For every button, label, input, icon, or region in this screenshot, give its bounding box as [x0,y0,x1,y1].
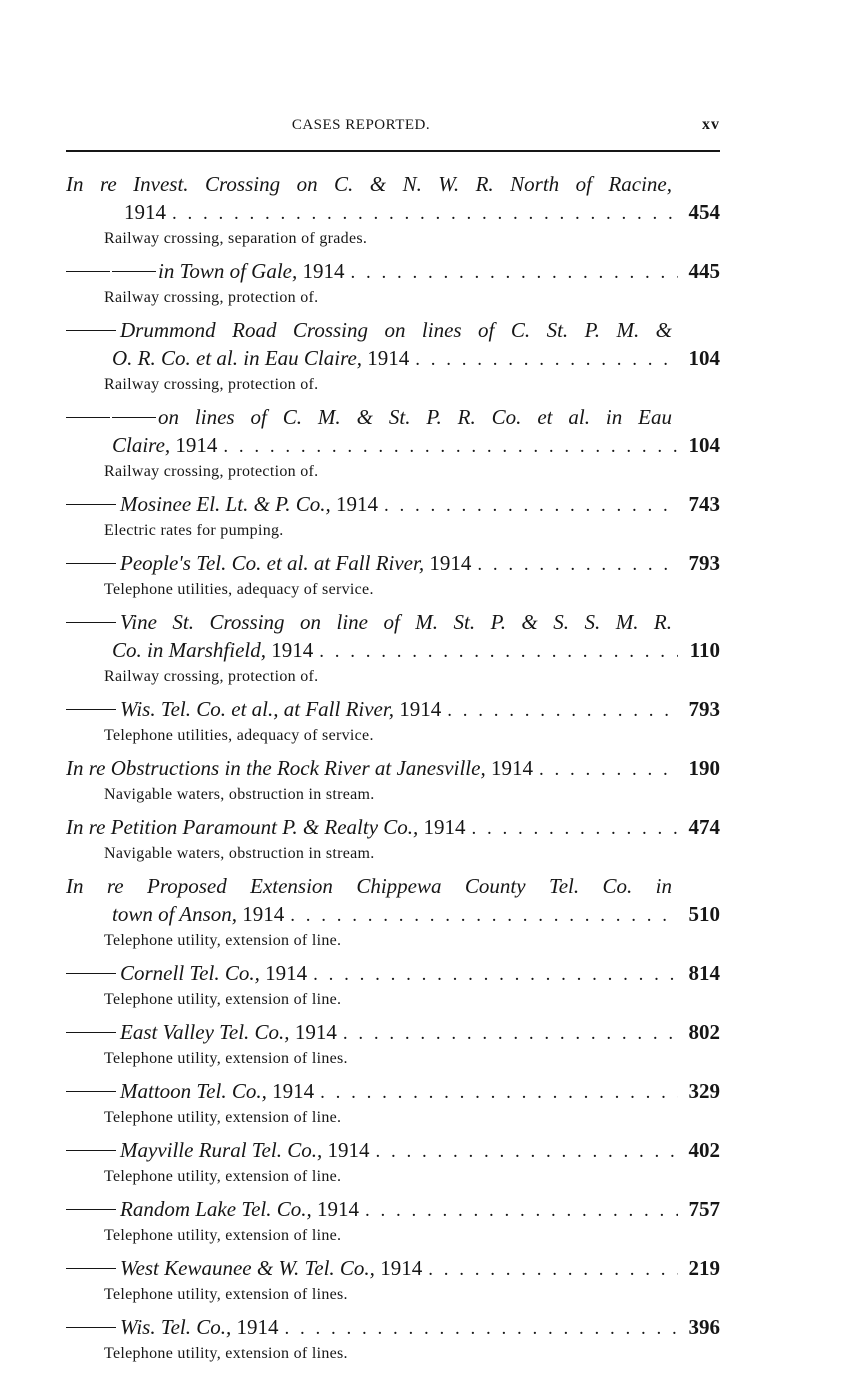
leader-dots [320,1079,678,1107]
case-entry [66,608,720,687]
case-title: Mayville Rural Tel. Co., [120,1138,323,1162]
case-page: 402 [688,1138,720,1162]
leader-dots [285,1315,678,1343]
leader-dots [539,756,678,784]
case-entry [66,1077,720,1128]
case-subject: Telephone utility, extension of line. [104,932,342,949]
ditto-dash [66,709,116,710]
case-entry [66,1136,720,1187]
case-year: 1914 [316,1197,359,1221]
ditto-dash [66,1150,116,1151]
case-page: 510 [688,902,720,926]
ditto-dash [66,417,110,418]
case-entry [66,1313,720,1364]
case-year: 1914 [272,1079,315,1103]
case-page: 445 [688,259,720,283]
case-title: Vine St. Crossing on line of M. St. P. & S. S. M. R. [120,610,672,634]
case-subject: Railway crossing, separation of grades. [104,230,368,247]
leader-dots [290,902,678,930]
case-year: 1914 [175,433,218,457]
header-rule [66,150,720,152]
case-title-cont: town of Anson, [112,902,238,926]
case-entry [66,316,720,395]
case-title: Random Lake Tel. Co., [120,1197,312,1221]
case-title: Mosinee El. Lt. & P. Co., [120,492,331,516]
leader-dots [472,815,678,843]
case-year: 1914 [236,1315,279,1339]
case-title: Cornell Tel. Co., [120,961,260,985]
ditto-dash [66,622,116,623]
case-subject: Telephone utilities, adequacy of service. [104,581,374,598]
case-page: 454 [688,200,720,224]
case-title: In re Proposed Extension Chippewa County Tel. Co. in [66,874,672,898]
case-entry [66,872,720,951]
case-page: 329 [688,1079,720,1103]
case-year: 1914 [423,815,466,839]
ditto-dash [112,271,156,272]
case-page: 757 [688,1197,720,1221]
case-page: 104 [688,346,720,370]
ditto-dash [66,563,116,564]
case-subject: Telephone utility, extension of line. [104,1168,342,1185]
case-year: 1914 [124,200,166,224]
case-year: 1914 [367,346,410,370]
ditto-dash [66,1327,116,1328]
case-year: 1914 [490,756,533,780]
case-entry [66,695,720,746]
ditto-dash [66,1091,116,1092]
leader-dots [477,551,678,579]
case-list [66,170,720,1372]
case-title: Mattoon Tel. Co., [120,1079,267,1103]
case-entry [66,170,720,249]
case-entry [66,959,720,1010]
header-title: CASES REPORTED. [291,117,431,133]
case-entry [66,490,720,541]
case-page: 793 [688,697,720,721]
case-title: West Kewaunee & W. Tel. Co., [120,1256,375,1280]
leader-dots [415,346,678,374]
case-year: 1914 [429,551,472,575]
case-subject: Telephone utility, extension of lines. [104,1286,348,1303]
case-year: 1914 [327,1138,370,1162]
case-title-cont: O. R. Co. et al. in Eau Claire, [112,346,363,370]
case-entry [66,754,720,805]
ditto-dash [66,504,116,505]
case-year: 1914 [399,697,442,721]
leader-dots [384,492,678,520]
case-subject: Electric rates for pumping. [104,522,284,539]
case-entry [66,1195,720,1246]
case-title: Wis. Tel. Co. et al., at Fall River, [120,697,394,721]
leader-dots [319,638,678,666]
case-subject: Telephone utilities, adequacy of service. [104,727,374,744]
case-page: 802 [688,1020,720,1044]
case-title: In re Petition Paramount P. & Realty Co., [66,815,419,839]
case-title: People's Tel. Co. et al. at Fall River, [120,551,425,575]
case-entry [66,813,720,864]
leader-dots [365,1197,678,1225]
ditto-dash [66,1032,116,1033]
leader-dots [447,697,678,725]
leader-dots [343,1020,678,1048]
case-entry [66,1018,720,1069]
case-subject: Railway crossing, protection of. [104,376,319,393]
case-page: 219 [688,1256,720,1280]
leader-dots [428,1256,678,1284]
case-subject: Telephone utility, extension of lines. [104,1345,348,1362]
case-title-cont: Co. in Marshfield, [112,638,267,662]
case-title: Wis. Tel. Co., [120,1315,232,1339]
case-entry [66,403,720,482]
case-page: 110 [689,638,720,662]
case-subject: Telephone utility, extension of line. [104,1109,342,1126]
ditto-dash [112,417,156,418]
case-year: 1914 [271,638,314,662]
case-title: on lines of C. M. & St. P. R. Co. et al. in Eau [158,405,672,429]
ditto-dash [66,271,110,272]
leader-dots [351,259,679,287]
case-subject: Railway crossing, protection of. [104,463,319,480]
case-title: In re Obstructions in the Rock River at Janesville, [66,756,486,780]
case-title: In re Invest. Crossing on C. & N. W. R. North of Racine, [66,172,672,196]
case-year: 1914 [265,961,308,985]
case-page: 474 [688,815,720,839]
header-page-number: xv [702,116,720,133]
case-title-cont: Claire, [112,433,171,457]
case-year: 1914 [294,1020,337,1044]
ditto-dash [66,1268,116,1269]
ditto-dash [66,973,116,974]
case-subject: Telephone utility, extension of lines. [104,1050,348,1067]
running-header [66,115,720,137]
leader-dots [172,200,678,228]
case-title: Drummond Road Crossing on lines of C. St. P. M. & [120,318,672,342]
case-page: 104 [688,433,720,457]
case-entry [66,257,720,308]
case-page: 190 [688,756,720,780]
ditto-dash [66,1209,116,1210]
case-subject: Telephone utility, extension of line. [104,1227,342,1244]
case-subject: Navigable waters, obstruction in stream. [104,786,375,803]
case-entry [66,549,720,600]
ditto-dash [66,330,116,331]
case-year: 1914 [336,492,379,516]
case-page: 743 [688,492,720,516]
case-year: 1914 [242,902,285,926]
case-subject: Railway crossing, protection of. [104,668,319,685]
case-year: 1914 [380,1256,423,1280]
case-subject: Railway crossing, protection of. [104,289,319,306]
leader-dots [223,433,678,461]
case-entry [66,1254,720,1305]
case-title: in Town of Gale, [158,259,298,283]
case-title: East Valley Tel. Co., [120,1020,290,1044]
case-subject: Navigable waters, obstruction in stream. [104,845,375,862]
case-page: 396 [688,1315,720,1339]
case-page: 793 [688,551,720,575]
case-page: 814 [688,961,720,985]
case-year: 1914 [302,259,345,283]
leader-dots [313,961,678,989]
leader-dots [375,1138,678,1166]
case-subject: Telephone utility, extension of line. [104,991,342,1008]
